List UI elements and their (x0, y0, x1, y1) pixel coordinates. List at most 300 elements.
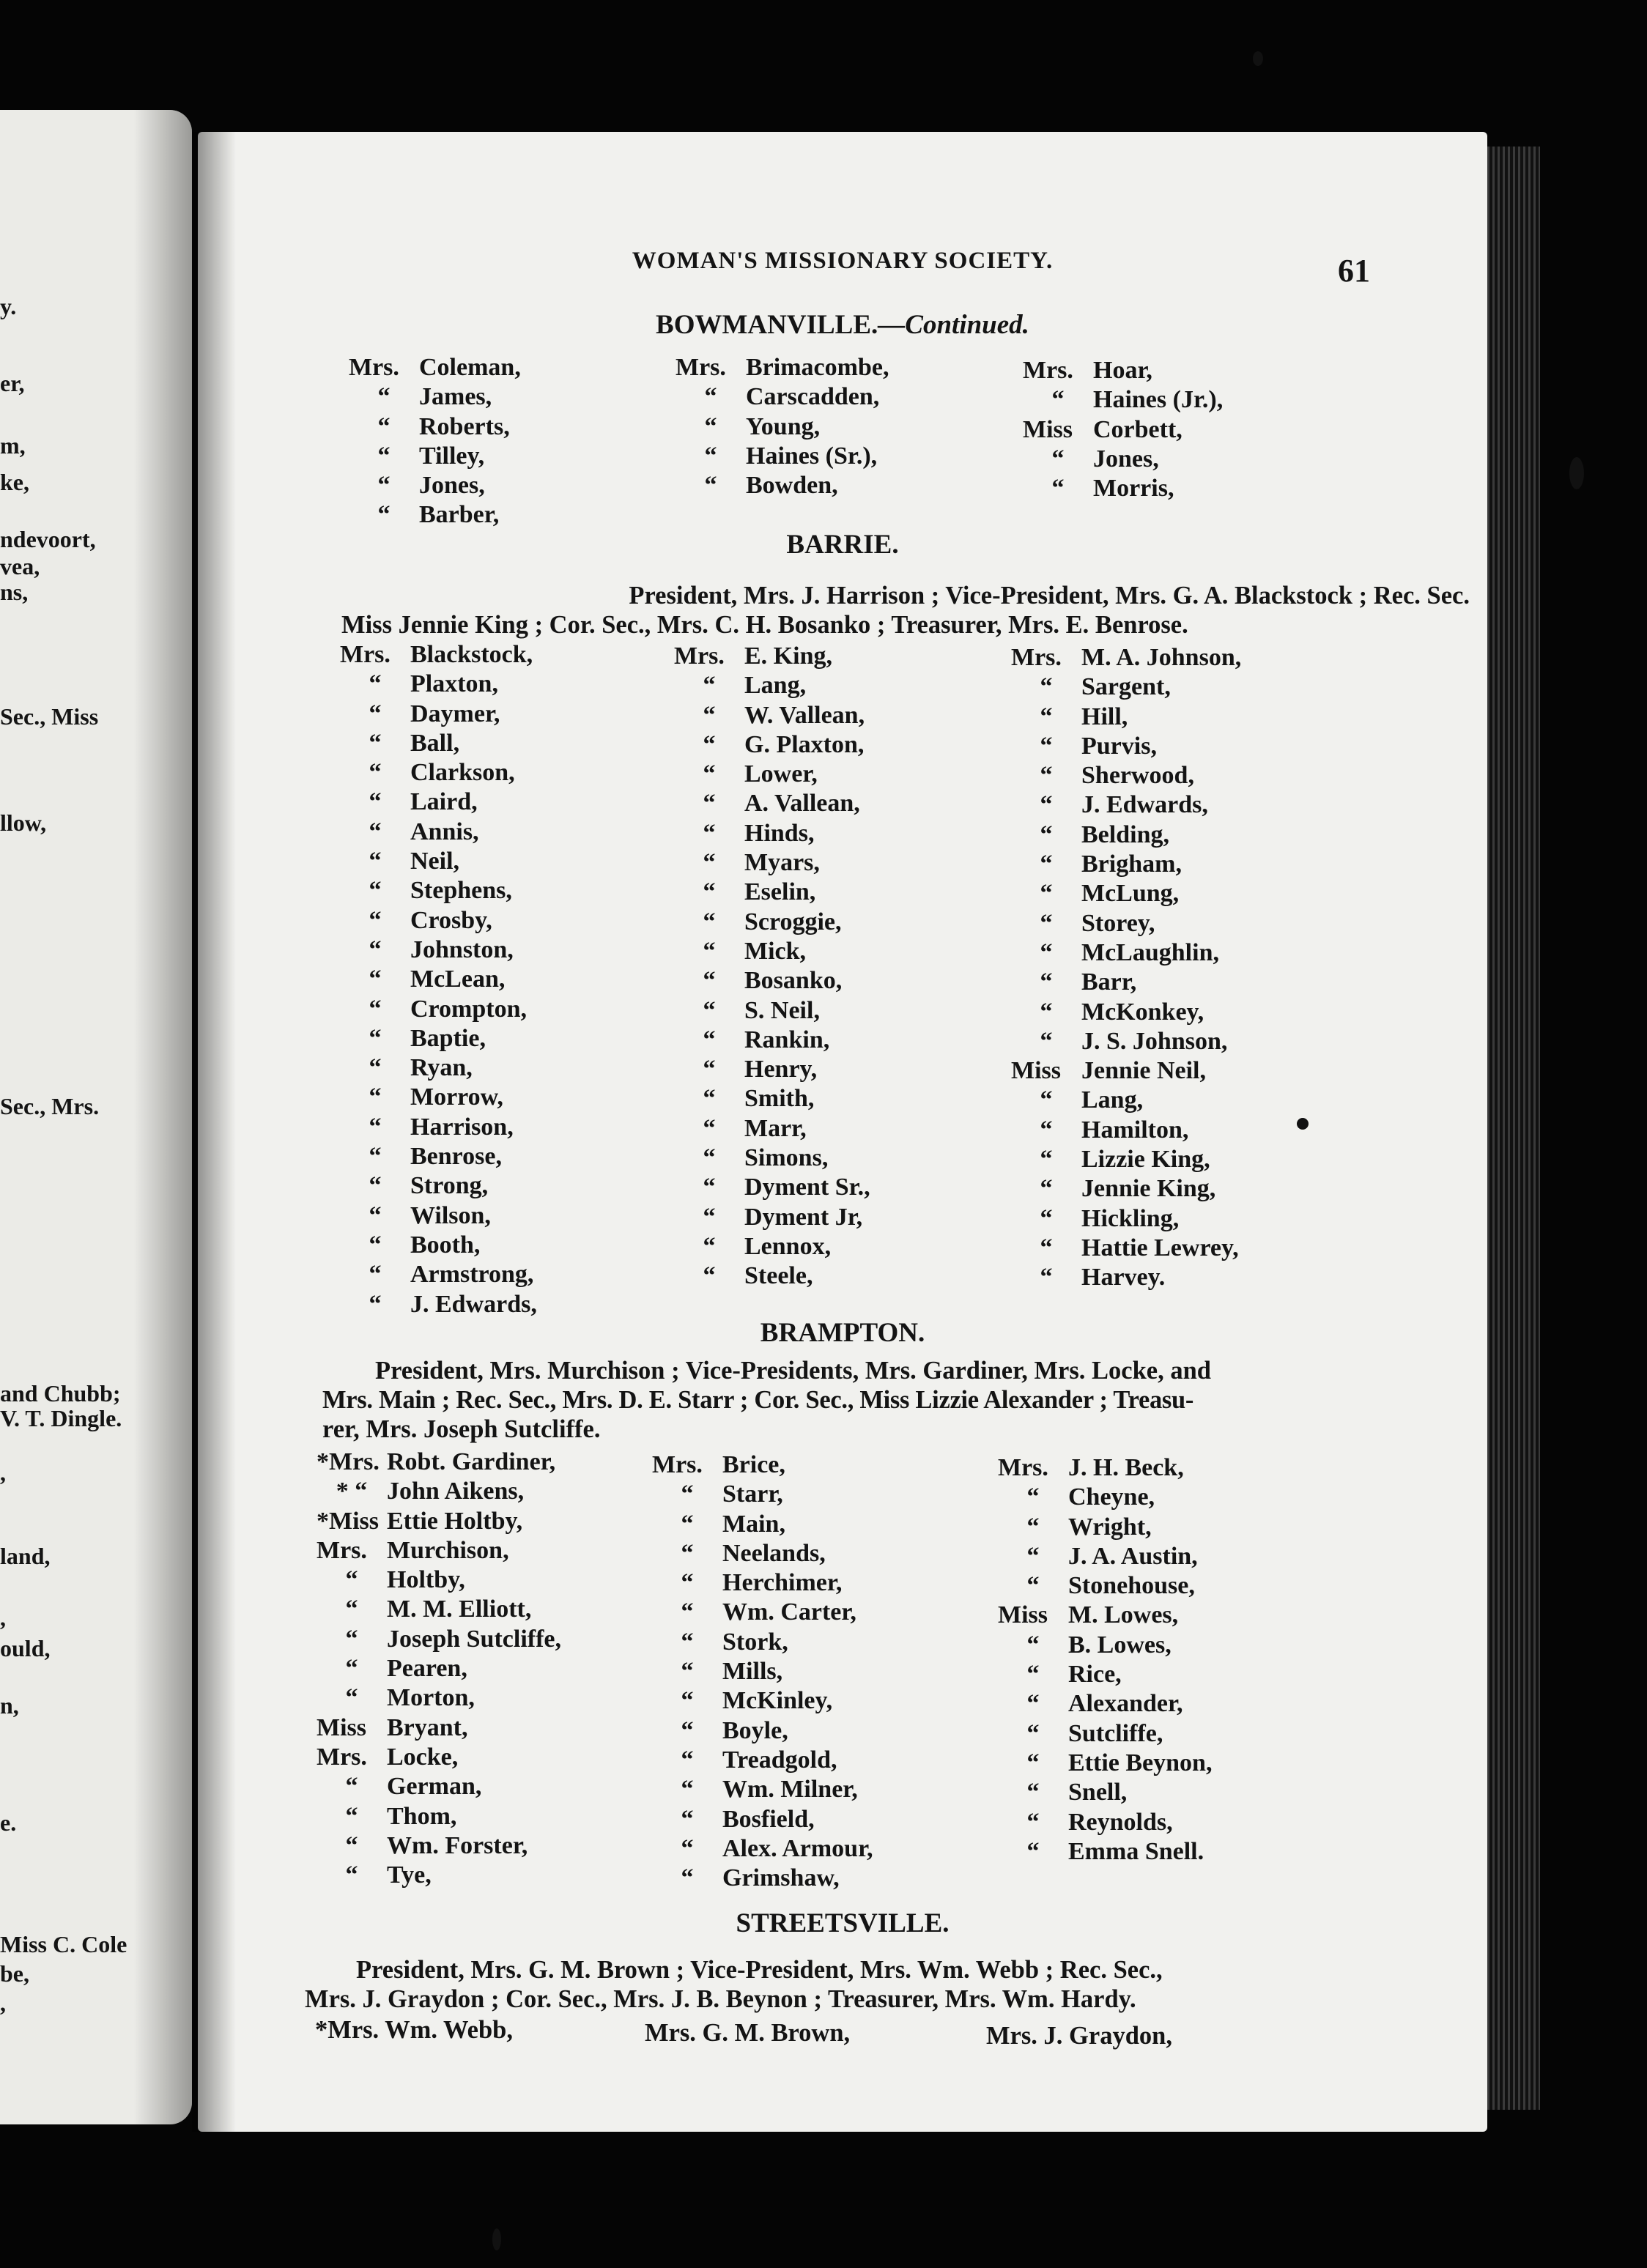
member-name: Hinds, (744, 819, 815, 847)
honorific: “ (681, 1805, 694, 1833)
brampton-entry (998, 1719, 1212, 1749)
bowmanville-entry (349, 500, 521, 530)
member-name: Wm. Milner, (722, 1776, 858, 1804)
honorific: “ (1040, 850, 1053, 878)
honorific: “ (703, 849, 716, 877)
honorific: “ (369, 848, 382, 875)
member-name: Joseph Sutcliffe, (387, 1625, 561, 1653)
streetsville-member-1: *Mrs. Wm. Webb, (315, 2016, 513, 2044)
member-name: J. Edwards, (410, 1290, 537, 1318)
honorific: “ (1040, 732, 1053, 760)
honorific: “ (704, 472, 717, 500)
honorific: Mrs. (676, 354, 726, 381)
brampton-entry (998, 1513, 1212, 1542)
brampton-entry (652, 1568, 873, 1598)
barrie-officers-line-2: Miss Jennie King ; Cor. Sec., Mrs. C. H. Bosanko ; Treasurer, Mrs. E. Benrose. (341, 611, 1188, 639)
member-name: Neelands, (722, 1539, 826, 1567)
honorific: “ (703, 1232, 716, 1260)
honorific: “ (1051, 386, 1065, 414)
barrie-column-2 (674, 642, 870, 1292)
brampton-entry (317, 1802, 561, 1831)
honorific: “ (681, 1658, 694, 1686)
honorific: “ (1026, 1661, 1040, 1689)
brampton-entry (652, 1480, 873, 1509)
member-name: Morris, (1093, 475, 1174, 503)
brampton-officers-line-1: President, Mrs. Murchison ; Vice-Presidents, Mrs. Gardiner, Mrs. Locke, and (375, 1357, 1211, 1385)
member-name: Myars, (744, 849, 820, 877)
member-name: Wright, (1068, 1513, 1152, 1541)
barrie-entry (1011, 732, 1241, 761)
brampton-entry (652, 1686, 873, 1716)
member-name: Thom, (387, 1802, 457, 1830)
brampton-entry (998, 1601, 1212, 1630)
member-name: Young, (746, 412, 821, 440)
facing-page-text: n, (0, 1692, 19, 1719)
streetsville-member-3: Mrs. J. Graydon, (986, 2022, 1172, 2050)
barrie-entry (1011, 1086, 1241, 1115)
bowmanville-entry (676, 382, 889, 412)
barrie-entry (674, 937, 870, 966)
facing-page-text: be, (0, 1960, 29, 1987)
barrie-entry (340, 995, 537, 1024)
barrie-entry (340, 876, 537, 905)
member-name: Jennie Neil, (1081, 1057, 1206, 1085)
member-name: Haines (Jr.), (1093, 386, 1224, 414)
member-name: Morrow, (410, 1083, 503, 1111)
honorific: “ (681, 1628, 694, 1656)
facing-page-text: land, (0, 1543, 51, 1569)
honorific: “ (345, 1802, 358, 1830)
barrie-entry (674, 1114, 870, 1144)
barrie-entry (674, 1026, 870, 1055)
brampton-entry (317, 1595, 561, 1624)
member-name: Bosanko, (744, 967, 843, 995)
member-name: M. M. Elliott, (387, 1596, 532, 1623)
member-name: Boyle, (722, 1716, 788, 1744)
running-header: WOMAN'S MISSIONARY SOCIETY. (632, 248, 1054, 274)
honorific: *Miss (317, 1507, 379, 1535)
brampton-entry (652, 1657, 873, 1686)
honorific: “ (369, 966, 382, 993)
barrie-entry (674, 1144, 870, 1173)
barrie-entry (1011, 820, 1241, 850)
honorific: “ (703, 908, 716, 935)
member-name: Tilley, (419, 442, 485, 470)
bowmanville-entry (1023, 356, 1223, 385)
facing-page-fragment (0, 110, 192, 2124)
member-name: Baptie, (410, 1024, 486, 1052)
member-name: Bryant, (387, 1713, 468, 1741)
barrie-entry (1011, 643, 1241, 672)
honorific: “ (681, 1716, 694, 1744)
honorific: “ (1051, 475, 1065, 503)
barrie-entry (340, 1171, 537, 1201)
facing-page-text: , (0, 1604, 6, 1631)
brampton-entry (317, 1683, 561, 1713)
member-name: Sutcliffe, (1068, 1719, 1163, 1747)
honorific: “ (1040, 1234, 1053, 1261)
honorific: “ (703, 878, 716, 906)
member-name: Barr, (1081, 968, 1137, 996)
dust-speck (1297, 1118, 1309, 1130)
member-name: Plaxton, (410, 670, 498, 698)
brampton-entry (998, 1542, 1212, 1571)
honorific: “ (1040, 938, 1053, 966)
brampton-officers-line-3: rer, Mrs. Joseph Sutcliffe. (322, 1415, 601, 1443)
barrie-entry (340, 1142, 537, 1171)
member-name: Clarkson, (410, 759, 515, 787)
member-name: German, (387, 1773, 482, 1801)
barrie-officers-line-1: President, Mrs. J. Harrison ; Vice-President, Mrs. G. A. Blackstock ; Rec. Sec. (629, 582, 1470, 609)
barrie-entry (340, 818, 537, 847)
member-name: Mills, (722, 1658, 783, 1686)
member-name: Strong, (410, 1172, 489, 1200)
facing-page-text: ns, (0, 579, 29, 605)
barrie-entry (1011, 909, 1241, 938)
barrie-entry (340, 906, 537, 935)
member-name: Wm. Forster, (387, 1831, 528, 1859)
barrie-entry (340, 788, 537, 817)
honorific: “ (703, 937, 716, 965)
honorific: “ (703, 790, 716, 818)
facing-page-text: ke, (0, 469, 29, 495)
barrie-entry (1011, 1204, 1241, 1234)
honorific: “ (369, 935, 382, 963)
brampton-entry (317, 1565, 561, 1595)
honorific: “ (1040, 1116, 1053, 1144)
brampton-entry (652, 1864, 873, 1893)
brampton-entry (998, 1837, 1212, 1867)
honorific: “ (681, 1746, 694, 1774)
brampton-entry (317, 1654, 561, 1683)
honorific: “ (1040, 1086, 1053, 1114)
honorific: “ (703, 672, 716, 700)
member-name: Crompton, (410, 995, 527, 1023)
honorific: “ (703, 819, 716, 847)
brampton-entry (317, 1507, 561, 1536)
honorific: “ (704, 383, 717, 411)
brampton-column-1 (317, 1448, 561, 1890)
member-name: Wm. Carter, (722, 1598, 856, 1626)
honorific: “ (703, 1262, 716, 1290)
member-name: Main, (722, 1510, 785, 1538)
brampton-entry (317, 1477, 561, 1506)
brampton-entry (317, 1448, 561, 1477)
member-name: Laird, (410, 788, 478, 816)
member-name: Ball, (410, 729, 460, 757)
facing-page-text: ould, (0, 1635, 51, 1661)
barrie-entry (1011, 1145, 1241, 1174)
facing-page-text: and Chubb; (0, 1380, 121, 1407)
barrie-entry (1011, 1263, 1241, 1292)
member-name: Lang, (1081, 1086, 1144, 1114)
barrie-entry (340, 1113, 537, 1142)
bowmanville-entry (1023, 445, 1223, 474)
barrie-entry (340, 1290, 537, 1319)
honorific: “ (369, 877, 382, 905)
honorific: “ (377, 412, 391, 440)
bowmanville-entry (676, 353, 889, 382)
member-name: Dyment Sr., (744, 1174, 870, 1201)
member-name: Jennie King, (1081, 1175, 1216, 1203)
member-name: Mick, (744, 937, 807, 965)
honorific: “ (703, 760, 716, 788)
honorific: “ (369, 1113, 382, 1141)
member-name: Lower, (744, 760, 818, 788)
member-name: Roberts, (419, 412, 510, 440)
member-name: Brice, (722, 1451, 785, 1478)
facing-page-text: Sec., Miss (0, 703, 99, 730)
member-name: Crosby, (410, 906, 492, 934)
barrie-entry (674, 1084, 870, 1113)
member-name: Snell, (1068, 1779, 1128, 1806)
spine-shadow (192, 132, 236, 2132)
barrie-entry (1011, 703, 1241, 732)
member-name: Steele, (744, 1262, 813, 1290)
barrie-column-1 (340, 640, 537, 1319)
member-name: Blackstock, (410, 641, 533, 668)
member-name: Marr, (744, 1114, 807, 1142)
member-name: Hamilton, (1081, 1116, 1189, 1144)
brampton-column-3 (998, 1453, 1212, 1867)
honorific: “ (1026, 1749, 1040, 1776)
member-name: Smith, (744, 1085, 815, 1113)
barrie-entry (674, 1261, 870, 1291)
brampton-entry (998, 1808, 1212, 1837)
honorific: “ (369, 700, 382, 727)
member-name: Annis, (410, 818, 479, 845)
member-name: Murchison, (387, 1536, 509, 1564)
honorific: “ (1040, 1264, 1053, 1292)
dust-speck (492, 2228, 501, 2250)
member-name: Booth, (410, 1231, 481, 1259)
barrie-heading: BARRIE. (786, 530, 899, 560)
barrie-entry (1011, 998, 1241, 1027)
honorific: “ (369, 670, 382, 698)
page-number: 61 (1338, 253, 1370, 289)
honorific: “ (1040, 880, 1053, 908)
barrie-entry (1011, 761, 1241, 790)
brampton-heading: BRAMPTON. (760, 1318, 925, 1348)
honorific: “ (345, 1831, 358, 1859)
member-name: J. S. Johnson, (1081, 1027, 1228, 1055)
member-name: B. Lowes, (1068, 1631, 1172, 1659)
barrie-entry (340, 700, 537, 729)
honorific: Miss (1023, 415, 1073, 443)
member-name: McKinley, (722, 1687, 833, 1715)
barrie-entry (674, 996, 870, 1026)
honorific: “ (681, 1687, 694, 1715)
honorific: Mrs. (674, 642, 725, 670)
barrie-column-3 (1011, 643, 1241, 1293)
barrie-entry (674, 671, 870, 700)
honorific: Mrs. (349, 354, 399, 381)
member-name: Robt. Gardiner, (387, 1448, 556, 1475)
bowmanville-column-3 (1023, 356, 1223, 503)
honorific: “ (1040, 762, 1053, 790)
brampton-entry (652, 1510, 873, 1539)
member-name: Herchimer, (722, 1569, 843, 1597)
honorific: “ (681, 1480, 694, 1508)
member-name: Scroggie, (744, 908, 842, 935)
barrie-entry (340, 640, 537, 670)
honorific: Mrs. (340, 641, 391, 668)
honorific: Miss (1011, 1057, 1061, 1085)
brampton-entry (998, 1660, 1212, 1689)
brampton-entry (317, 1713, 561, 1743)
honorific: “ (345, 1861, 358, 1889)
barrie-entry (340, 1024, 537, 1053)
barrie-entry (340, 1053, 537, 1083)
brampton-entry (652, 1716, 873, 1746)
facing-page-text: y. (0, 293, 17, 319)
member-name: Simons, (744, 1144, 829, 1172)
brampton-entry (998, 1453, 1212, 1483)
barrie-entry (674, 701, 870, 730)
honorific: “ (369, 1143, 382, 1171)
honorific: “ (345, 1596, 358, 1623)
brampton-entry (998, 1778, 1212, 1807)
barrie-entry (1011, 1056, 1241, 1086)
member-name: Hickling, (1081, 1204, 1180, 1232)
member-name: E. King, (744, 642, 832, 670)
barrie-entry (1011, 672, 1241, 702)
member-name: Stonehouse, (1068, 1572, 1195, 1600)
member-name: Haines (Sr.), (746, 442, 878, 470)
member-name: Henry, (744, 1056, 818, 1083)
honorific: “ (369, 1054, 382, 1082)
streetsville-member-2: Mrs. G. M. Brown, (645, 2019, 851, 2047)
brampton-entry (317, 1536, 561, 1565)
member-name: Ettie Beynon, (1068, 1749, 1213, 1776)
member-name: Hattie Lewrey, (1081, 1234, 1239, 1261)
barrie-entry (340, 935, 537, 965)
member-name: Daymer, (410, 700, 500, 727)
honorific: “ (1026, 1779, 1040, 1806)
brampton-entry (998, 1689, 1212, 1719)
brampton-entry (998, 1631, 1212, 1660)
barrie-entry (674, 730, 870, 760)
facing-page-text: e. (0, 1809, 17, 1836)
brampton-entry (652, 1834, 873, 1864)
honorific: “ (369, 1290, 382, 1318)
bowmanville-entry (349, 353, 521, 382)
barrie-entry (1011, 790, 1241, 820)
member-name: Stephens, (410, 877, 512, 905)
brampton-entry (652, 1775, 873, 1804)
honorific: *Mrs. (317, 1448, 380, 1475)
member-name: Brigham, (1081, 850, 1182, 878)
member-name: Harrison, (410, 1113, 514, 1141)
barrie-entry (674, 848, 870, 878)
honorific: “ (345, 1566, 358, 1594)
honorific: “ (369, 906, 382, 934)
member-name: McLaughlin, (1081, 938, 1219, 966)
member-name: Ettie Holtby, (387, 1507, 523, 1535)
honorific: “ (1051, 445, 1065, 472)
member-name: Corbett, (1093, 415, 1182, 443)
honorific: “ (681, 1569, 694, 1597)
member-name: James, (419, 383, 492, 411)
member-name: Ryan, (410, 1054, 473, 1082)
honorific: “ (1040, 998, 1053, 1026)
facing-page-text: er, (0, 370, 25, 396)
member-name: Harvey. (1081, 1264, 1166, 1292)
honorific: “ (377, 501, 391, 529)
honorific: “ (681, 1598, 694, 1626)
member-name: J. Edwards, (1081, 791, 1208, 819)
bowmanville-entry (349, 382, 521, 412)
member-name: M. A. Johnson, (1081, 644, 1242, 671)
honorific: “ (1026, 1719, 1040, 1747)
honorific: “ (1040, 1146, 1053, 1174)
member-name: Stork, (722, 1628, 788, 1656)
honorific: “ (377, 383, 391, 411)
member-name: A. Vallean, (744, 790, 860, 818)
honorific: “ (1040, 673, 1053, 701)
member-name: Belding, (1081, 820, 1169, 848)
member-name: McLung, (1081, 880, 1180, 908)
facing-page-text: V. T. Dingle. (0, 1405, 122, 1431)
honorific: “ (704, 442, 717, 470)
member-name: G. Plaxton, (744, 730, 865, 758)
honorific: “ (345, 1655, 358, 1683)
facing-page-text: vea, (0, 553, 40, 579)
member-name: Carscadden, (746, 383, 880, 411)
member-name: Locke, (387, 1743, 459, 1771)
member-name: Treadgold, (722, 1746, 837, 1774)
member-name: Eselin, (744, 878, 816, 906)
honorific: “ (369, 1231, 382, 1259)
honorific: “ (681, 1776, 694, 1804)
member-name: McLean, (410, 966, 506, 993)
dust-speck (1569, 457, 1584, 489)
barrie-entry (674, 966, 870, 996)
member-name: Johnston, (410, 935, 514, 963)
honorific: “ (703, 996, 716, 1024)
facing-page-text: , (0, 1459, 6, 1486)
member-name: John Aikens, (387, 1478, 525, 1505)
member-name: Holtby, (387, 1566, 465, 1594)
honorific: “ (1026, 1572, 1040, 1600)
bowmanville-entry (349, 442, 521, 471)
member-name: Dyment Jr, (744, 1203, 863, 1231)
honorific: “ (369, 1083, 382, 1111)
member-name: Tye, (387, 1861, 432, 1889)
book-page (198, 132, 1487, 2132)
barrie-entry (340, 1201, 537, 1231)
bowmanville-entry (676, 471, 889, 500)
barrie-entry (1011, 1174, 1241, 1204)
honorific: “ (345, 1625, 358, 1653)
member-name: J. H. Beck, (1068, 1454, 1184, 1481)
barrie-entry (340, 965, 537, 994)
member-name: Hoar, (1093, 357, 1152, 384)
bowmanville-entry (676, 442, 889, 471)
honorific: “ (345, 1684, 358, 1712)
member-name: M. Lowes, (1068, 1601, 1179, 1629)
member-name: Lizzie King, (1081, 1146, 1210, 1174)
honorific: “ (703, 1026, 716, 1053)
brampton-officers-line-2: Mrs. Main ; Rec. Sec., Mrs. D. E. Starr ; Cor. Sec., Miss Lizzie Alexander ; Treasu- (322, 1386, 1194, 1414)
bowmanville-entry (676, 412, 889, 442)
brampton-entry (652, 1539, 873, 1568)
honorific: “ (369, 995, 382, 1023)
facing-page-text: ndevoort, (0, 526, 96, 552)
barrie-entry (674, 1232, 870, 1261)
member-name: Sargent, (1081, 673, 1171, 701)
barrie-entry (340, 1260, 537, 1289)
